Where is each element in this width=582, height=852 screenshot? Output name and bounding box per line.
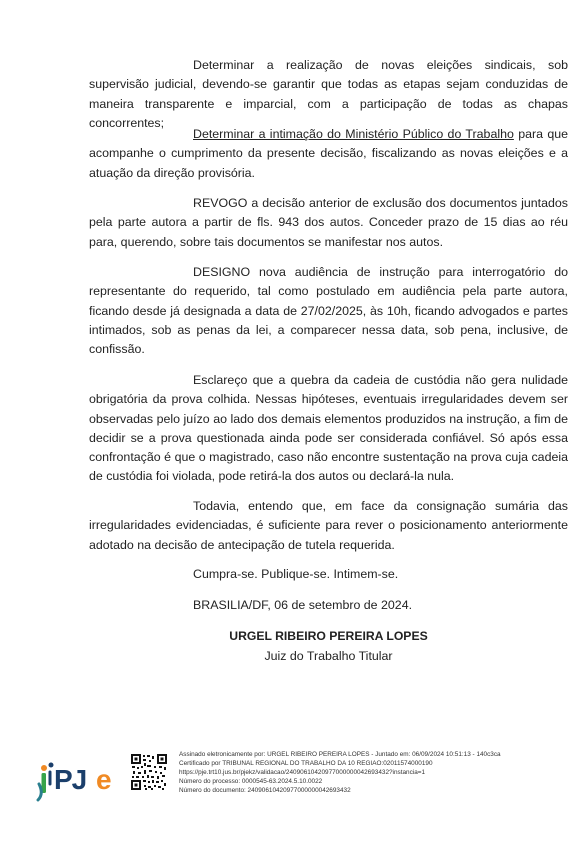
pje-logo-icon bbox=[36, 754, 128, 804]
place-date: BRASILIA/DF, 06 de setembro de 2024. bbox=[193, 598, 413, 612]
signer-name: URGEL RIBEIRO PEREIRA LOPES bbox=[229, 629, 428, 643]
paragraph-mpt-notification bbox=[89, 125, 568, 183]
meta-validation-url[interactable]: https://pje.trt10.jus.br/pjekz/validacao/24090610420977000000042693432?instancia=1 bbox=[179, 768, 426, 776]
svg-text:e: e bbox=[96, 764, 112, 795]
underlined-text: Determinar a intimação do Ministério Público do Trabalho bbox=[193, 127, 514, 141]
qr-code-icon bbox=[130, 753, 168, 791]
signature-metadata bbox=[179, 751, 501, 795]
meta-process-number: Número do processo: 0000545-63.2024.5.10.0022 bbox=[179, 777, 323, 785]
paragraph-revoke: REVOGO a decisão anterior de exclusão dos documentos juntados pela parte autora a partir de fls. 943 dos autos. Conceder prazo de 15 dias ao réu para, querendo, sobre tais documentos se manifestar nos autos. bbox=[89, 196, 568, 249]
meta-document-number: Número do documento: 24090610420977000000042693432 bbox=[179, 786, 351, 794]
meta-signed-by: Assinado eletronicamente por: URGEL RIBEIRO PEREIRA LOPES - Juntado em: 06/09/2024 10:51:13 - 140c3ca bbox=[179, 751, 501, 758]
paragraph-new-elections: Determinar a realização de novas eleições sindicais, sob supervisão judicial, devendo-se garantir que todas as etapas sejam conduzidas de maneira transparente e imparcial, com a participação de todas as chapas concorrentes; bbox=[89, 58, 568, 130]
paragraph-hearing: DESIGNO nova audiência de instrução para interrogatório do representante do requerido, tal como postulado em audiência pela parte autora, ficando desde já designada a data de 27/02/2025, às 10h, ficando advogados e partes intimados, sob as penas da lei, a comparecer nessa data, sob pena, inclusive, de confissão. bbox=[89, 265, 568, 357]
paragraph-conclusion: Todavia, entendo que, em face da consignação sumária das irregularidades evidenciadas, é suficiente para rever o posicionamento anteriormente adotado na decisão de antecipação de tutela requerida. bbox=[89, 499, 568, 552]
closing-line: Cumpra-se. Publique-se. Intimem-se. bbox=[193, 567, 399, 581]
signature-footer bbox=[0, 748, 582, 808]
svg-text:PJ: PJ bbox=[54, 764, 87, 795]
signer-role: Juiz do Trabalho Titular bbox=[264, 649, 393, 663]
meta-certificate: Certificado por TRIBUNAL REGIONAL DO TRABALHO DA 10 REGIAO:02011574000190 bbox=[179, 759, 433, 767]
paragraph-text: para que acompanhe o cumprimento da presente decisão, fiscalizando as novas eleições e a atuação da direção provisória. bbox=[89, 127, 569, 180]
paragraph-custody-chain: Esclareço que a quebra da cadeia de custódia não gera nulidade obrigatória da prova colhida. Nessas hipóteses, eventuais irregularidades devem ser observadas pelo juízo ao lado dos demais elementos produzidos na instrução, a fim de decidir se a prova questionada ainda pode ser considerada confiável. Só após essa confrontação é que o magistrado, caso não encontre sustentação na prova cuja cadeia de custódia foi violada, pode retirá-la dos autos ou declará-la nula. bbox=[89, 373, 568, 484]
